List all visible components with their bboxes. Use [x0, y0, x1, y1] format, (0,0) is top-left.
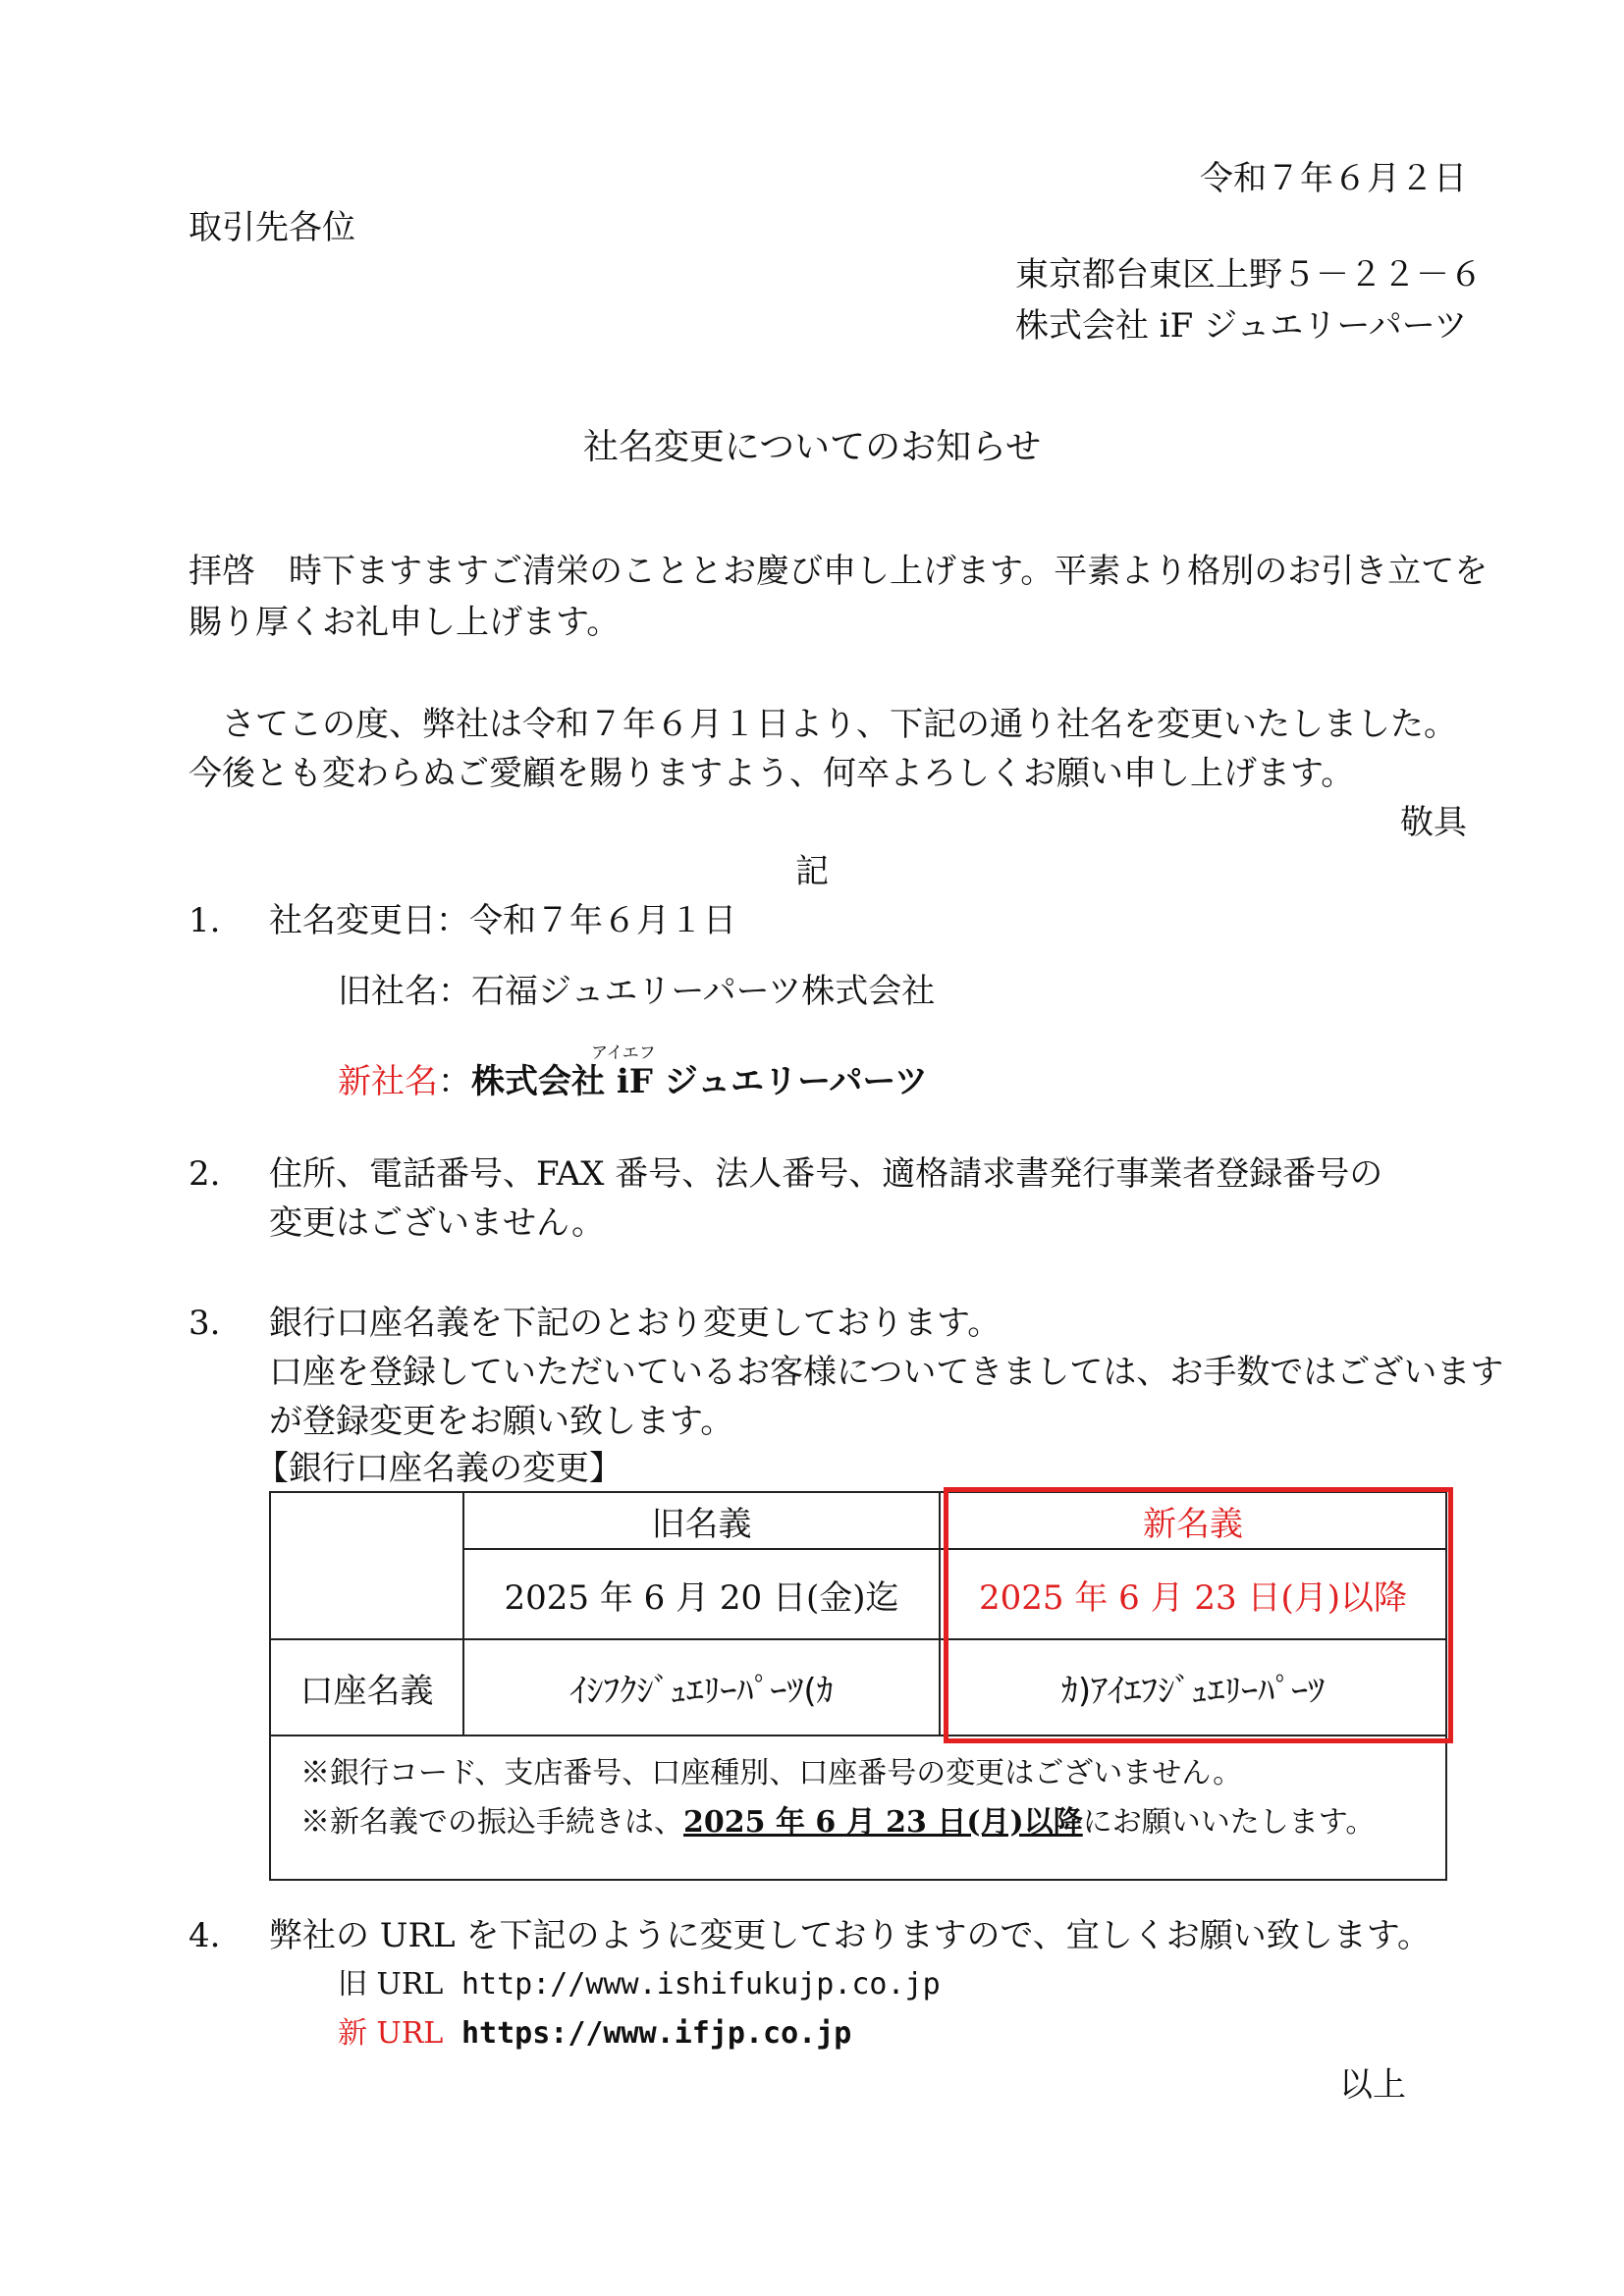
- document-date: 令和７年６月２日: [1200, 159, 1467, 198]
- new-name-header: 新名義: [1143, 1504, 1243, 1544]
- old-url-label: 旧 URL: [338, 1967, 444, 2002]
- closing-ijo: 以上: [1339, 2065, 1406, 2105]
- old-name-header: 旧名義: [651, 1504, 752, 1544]
- new-company-ruby: アイエフ: [591, 1043, 656, 1063]
- new-name-highlight-box: [944, 1487, 1453, 1743]
- page-title: 社名変更についてのお知らせ: [582, 427, 1042, 467]
- new-company-name-suffix: ジュエリーパーツ: [652, 1062, 929, 1101]
- item-2-line-2: 変更はございません。: [269, 1203, 606, 1243]
- note-2-emphasis-date: 2025 年 6 月 23 日(月)以降: [683, 1805, 1083, 1840]
- new-company-row: [338, 1062, 928, 1101]
- item-2-number: 2.: [189, 1154, 221, 1194]
- item-3-line-3: が登録変更をお願い致します。: [269, 1402, 734, 1441]
- closing-keigu: 敬具: [1400, 803, 1467, 842]
- note-2-suffix: にお願いいたします。: [1082, 1805, 1376, 1840]
- old-period: 2025 年 6 月 20 日(金)迄: [504, 1577, 899, 1618]
- new-company-name-prefix: 株式会社: [471, 1062, 617, 1101]
- addressee: 取引先各位: [189, 208, 355, 247]
- new-account-name: ｶ)ｱｲｴﾌｼﾞｭｴﾘｰﾊﾟｰﾂ: [1060, 1671, 1326, 1711]
- new-company-name: [471, 1062, 928, 1101]
- old-account-name: ｲｼﾌｸｼﾞｭｴﾘｰﾊﾟｰﾂ(ｶ: [569, 1671, 834, 1711]
- item-4-number: 4.: [189, 1916, 221, 1955]
- note-2-prefix: ※新名義での振込手続きは、: [300, 1805, 683, 1840]
- item-1-label: 社名変更日：令和７年６月１日: [269, 901, 736, 940]
- ki-heading: 記: [795, 852, 829, 891]
- old-url: http://www.ishifukujp.co.jp: [461, 1967, 941, 2002]
- item-1-number: 1.: [189, 901, 221, 940]
- old-company-name: 石福ジュエリーパーツ株式会社: [471, 972, 936, 1011]
- item-3-line-2: 口座を登録していただいているお客様についてきましては、お手数ではございます: [269, 1353, 1504, 1392]
- table-caption: 【銀行口座名義の変更】: [255, 1449, 623, 1488]
- new-company-label: 新社名: [338, 1062, 438, 1101]
- old-company-label: 旧社名：: [338, 972, 471, 1011]
- new-url[interactable]: https://www.ifjp.co.jp: [461, 2016, 852, 2051]
- greeting-line-1: 拝啓 時下ますますご清栄のこととお慶び申し上げます。平素より格別のお引き立てを: [189, 552, 1489, 591]
- body-line-2: 今後とも変わらぬご愛顧を賜りますよう、何卒よろしくお願い申し上げます。: [189, 754, 1355, 793]
- new-period: 2025 年 6 月 23 日(月)以降: [979, 1577, 1407, 1618]
- sender-address: 東京都台東区上野５－２２－６: [1015, 255, 1483, 294]
- body-line-1: さてこの度、弊社は令和７年６月１日より、下記の通り社名を変更いたしました。: [222, 705, 1457, 744]
- table-note-2: [300, 1805, 1375, 1841]
- new-company-name-if: iF: [616, 1062, 653, 1101]
- table-note-1: ※銀行コード、支店番号、口座種別、口座番号の変更はございません。: [300, 1756, 1243, 1790]
- account-name-label: 口座名義: [299, 1671, 434, 1711]
- new-company-separator: ：: [438, 1062, 471, 1101]
- old-company-row: [338, 972, 935, 1011]
- greeting-line-2: 賜り厚くお礼申し上げます。: [189, 603, 621, 642]
- item-3-number: 3.: [189, 1304, 221, 1343]
- sender-company: 株式会社 iF ジュエリーパーツ: [1015, 306, 1468, 346]
- new-url-label: 新 URL: [338, 2016, 444, 2051]
- item-2-line-1: 住所、電話番号、FAX 番号、法人番号、適格請求書発行事業者登録番号の: [269, 1154, 1383, 1194]
- item-4-line-1: 弊社の URL を下記のように変更しておりますので、宜しくお願い致します。: [269, 1916, 1432, 1955]
- item-3-line-1: 銀行口座名義を下記のとおり変更しております。: [269, 1304, 1001, 1343]
